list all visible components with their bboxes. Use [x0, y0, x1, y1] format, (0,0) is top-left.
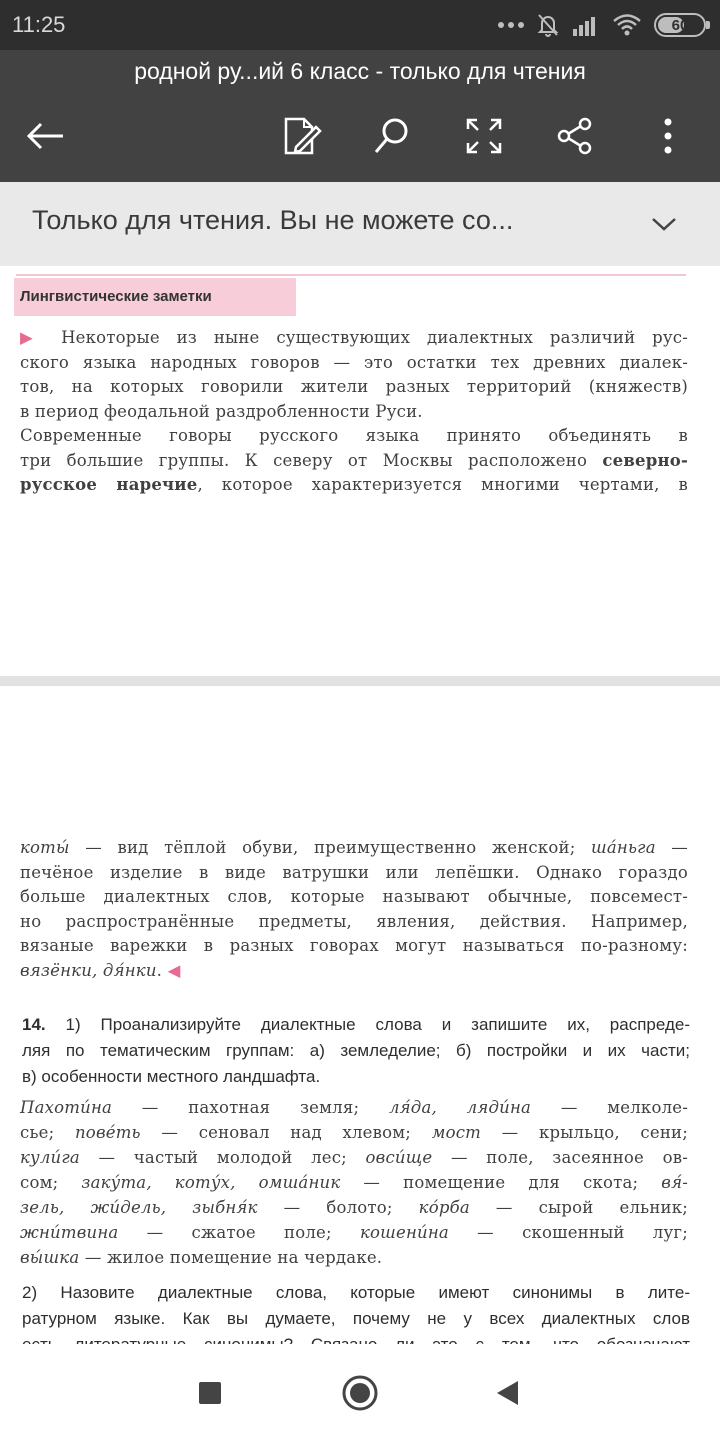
text-segment: — пахотная земля; [112, 1098, 389, 1117]
banner-expand-button[interactable] [644, 204, 684, 244]
text-segment: — [655, 838, 688, 857]
text-segment: Современные говоры русского языка принято объединять в [20, 426, 688, 445]
text-segment: пове́ть [74, 1123, 141, 1142]
text-line [20, 885, 688, 909]
text-segment: тов, на которых говорили жители разных территорий (княжеств) [20, 377, 688, 396]
text-segment: — поле, засеянное ов- [432, 1148, 688, 1167]
text-segment: — частый молодой лес; [79, 1148, 366, 1167]
more-options-button[interactable] [640, 108, 696, 164]
text-segment: в) особенности местного ландшафта. [22, 1067, 321, 1086]
text-segment: русское наречие [20, 475, 198, 494]
text-segment: — сеновал над хлевом; [140, 1123, 432, 1142]
text-segment: коты́ [20, 838, 70, 857]
wifi-icon [612, 13, 642, 37]
text-line [20, 400, 688, 424]
text-line [22, 1038, 690, 1064]
text-line [20, 1196, 688, 1220]
text-line [20, 326, 688, 350]
text-segment: ля́да, ляди́на [388, 1098, 532, 1117]
text-segment: вя́- [661, 1173, 688, 1192]
text-segment: зель, жи́дель, зыбня́к [20, 1198, 258, 1217]
document-page-2 [0, 686, 720, 1344]
marker-glyph: ◀ [167, 960, 181, 980]
text-segment: — болото; [257, 1198, 419, 1217]
nav-back-button[interactable] [482, 1368, 532, 1418]
signal-icon [572, 13, 600, 37]
text-segment: Пахоти́на [20, 1098, 113, 1117]
text-line [20, 449, 688, 473]
section-header: Лингвистические заметки [14, 278, 296, 316]
search-button[interactable] [364, 108, 420, 164]
text-line [20, 1121, 688, 1145]
text-segment: овси́ще [365, 1148, 433, 1167]
fullscreen-button[interactable] [456, 108, 512, 164]
section-rule [16, 274, 686, 276]
edit-button[interactable] [274, 108, 330, 164]
share-icon [556, 116, 594, 156]
text-line [20, 1096, 688, 1120]
search-icon [372, 116, 412, 156]
text-segment: — крыльцо, сени; [481, 1123, 688, 1142]
text-segment: — скошенный луг; [448, 1223, 688, 1242]
text-segment: но распространённые предметы, явления, действия. Например, [20, 911, 688, 931]
text-segment: кошени́на [359, 1223, 449, 1242]
text-line [20, 910, 688, 934]
notification-dots-icon [498, 22, 524, 28]
app-bar [0, 50, 720, 182]
text-line [20, 959, 688, 983]
share-button[interactable] [547, 108, 603, 164]
document-page-1 [0, 266, 720, 676]
home-button[interactable] [335, 1368, 385, 1418]
text-segment: сом; [20, 1173, 82, 1192]
text-segment: — сырой ельник; [469, 1198, 688, 1217]
text-segment: заку́та, коту́х, омша́ник [81, 1173, 341, 1192]
text-line [20, 1221, 688, 1245]
document-title: родной ру...ий 6 класс - только для чтения [134, 58, 586, 84]
text-line [20, 1146, 688, 1170]
arrow-back-icon [25, 120, 67, 152]
text-line [20, 351, 688, 375]
edit-document-icon [282, 115, 322, 157]
battery-level: 60 [671, 16, 689, 34]
text-line [20, 1246, 688, 1270]
text-segment: — мелколе- [531, 1098, 688, 1117]
text-segment: — помещение для скота; [340, 1173, 662, 1192]
text-segment: вы́шка [20, 1248, 80, 1267]
text-segment: три большие группы. К северу от Москвы расположено [20, 450, 603, 470]
recent-apps-icon [198, 1381, 222, 1405]
text-line: 2) Назовите диалектные слова, которые имеют синонимы в лите- [22, 1283, 690, 1302]
navigation-bar [0, 1344, 720, 1440]
text-segment: ского языка народных говоров — это остатки тех древних диалек- [20, 352, 688, 372]
text-segment: в период феодальной раздробленности Руси. [20, 401, 423, 421]
text-line [22, 1064, 690, 1090]
text-segment: сье; [20, 1123, 75, 1142]
text-segment: северно- [602, 450, 688, 470]
status-time: 11:25 [12, 12, 66, 37]
text-segment: ляя по тематическим группам: а) земледелие; б) постройки и их части; [22, 1041, 690, 1060]
fullscreen-icon [465, 117, 503, 155]
exercise-number: 14. [22, 1015, 66, 1034]
read-only-banner[interactable] [0, 182, 720, 266]
status-bar [0, 0, 720, 50]
marker-glyph: ▶ [20, 328, 62, 347]
text-line [20, 1171, 688, 1195]
chevron-down-icon [651, 216, 677, 232]
battery-icon [654, 13, 706, 37]
text-segment: кули́га [20, 1148, 80, 1167]
text-segment: ша́ньга [591, 838, 656, 857]
read-only-banner-text: Только для чтения. Вы не можете со... [32, 205, 514, 235]
text-segment: печёное изделие в виде ватрушки или лепёшки. Однако гораздо [20, 862, 688, 882]
text-line [20, 861, 688, 885]
text-line [20, 375, 688, 399]
text-segment: — сжатое поле; [118, 1223, 360, 1242]
text-segment: больше диалектных слов, которые называют обычные, повсемест- [20, 887, 688, 906]
text-line [22, 1012, 690, 1038]
text-segment: жни́твина [20, 1223, 119, 1242]
text-segment: Некоторые из ныне существующих диалектных различий рус- [61, 328, 688, 347]
page-separator [0, 676, 720, 686]
text-segment: 1) Проанализируйте диалектные слова и запишите их, распреде- [65, 1015, 690, 1034]
text-segment: ко́рба [418, 1198, 470, 1217]
more-vert-icon [663, 117, 673, 155]
text-line [20, 473, 688, 497]
text-line [20, 934, 688, 958]
back-button[interactable] [18, 108, 74, 164]
text-line [20, 836, 688, 860]
text-segment: вязаные варежки в разных говорах могут называться по-разному: [20, 936, 688, 955]
text-line: ратурном языке. Как вы думаете, почему не у всех диалектных слов [22, 1309, 690, 1328]
text-segment: , которое характеризуется многими чертами, в [197, 475, 688, 494]
text-segment: — вид тёплой обуви, преимущественно женской; [69, 838, 592, 857]
recent-apps-button[interactable] [185, 1368, 235, 1418]
text-segment: вязёнки, дя́нки [20, 960, 157, 980]
status-icons [498, 10, 706, 40]
text-line [20, 424, 688, 448]
text-segment: . [156, 960, 168, 980]
nav-back-icon [494, 1379, 520, 1407]
text-segment: мост [431, 1123, 481, 1142]
text-segment: — жилое помещение на чердаке. [79, 1248, 383, 1267]
notifications-off-icon [536, 12, 560, 38]
home-icon [340, 1373, 380, 1413]
